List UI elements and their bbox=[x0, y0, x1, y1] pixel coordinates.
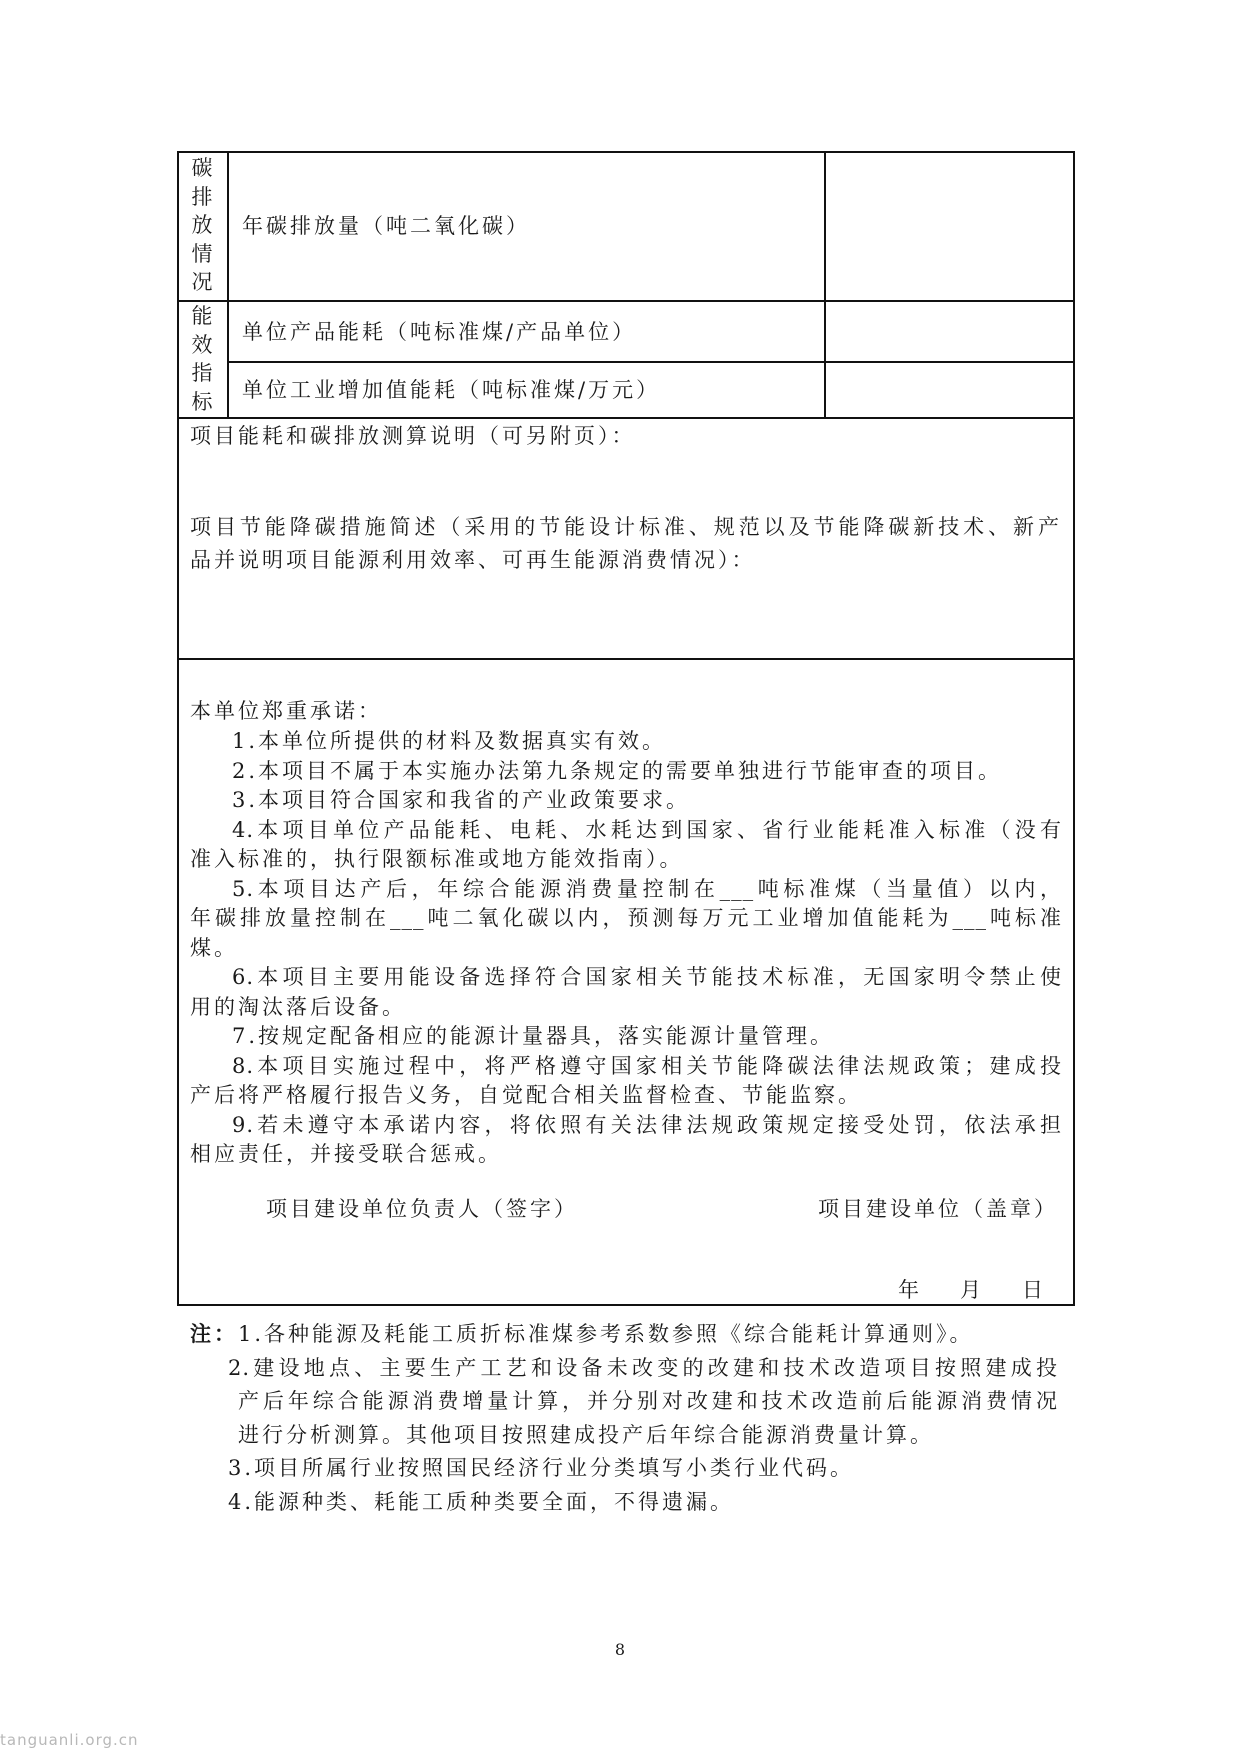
carbon-emission-label: 年碳排放量（吨二氧化碳） bbox=[242, 214, 530, 238]
notes-label: 注： bbox=[190, 1321, 238, 1346]
note-line: 3.项目所属行业按照国民经济行业分类填写小类行业代码。 bbox=[228, 1456, 855, 1480]
efficiency-group-label: 能效指标 bbox=[191, 304, 213, 414]
commitment-line: 3.本项目符合国家和我省的产业政策要求。 bbox=[232, 788, 691, 812]
table-border-bottom bbox=[177, 1304, 1075, 1306]
table-border-right bbox=[1073, 151, 1075, 1306]
page-number: 8 bbox=[614, 1640, 626, 1659]
commitment-line: 相应责任，并接受联合惩戒。 bbox=[190, 1142, 502, 1166]
commitment-line: 用的淘汰落后设备。 bbox=[190, 994, 406, 1019]
commitment-line: 煤。 bbox=[190, 935, 238, 960]
commitment-line: 5.本项目达产后，年综合能源消费量控制在___吨标准煤（当量值）以内， bbox=[232, 876, 1062, 901]
note-line: 产后年综合能源消费增量计算，并分别对改建和技术改造前后能源消费情况 bbox=[238, 1389, 1058, 1413]
row-divider bbox=[177, 658, 1075, 660]
row-divider bbox=[227, 361, 1075, 363]
unit-value-added-energy-label: 单位工业增加值能耗（吨标准煤/万元） bbox=[242, 378, 661, 402]
commitment-heading: 本单位郑重承诺： bbox=[190, 699, 382, 723]
commitment-line: 8.本项目实施过程中，将严格遵守国家相关节能降碳法律法规政策；建成投 bbox=[232, 1053, 1062, 1078]
date-month: 月 bbox=[960, 1278, 984, 1302]
unit-product-energy-label: 单位产品能耗（吨标准煤/产品单位） bbox=[242, 320, 637, 344]
commitment-line: 6.本项目主要用能设备选择符合国家相关节能技术标准，无国家明令禁止使 bbox=[232, 965, 1062, 989]
measures-line: 项目节能降碳措施简述（采用的节能设计标准、规范以及节能降碳新技术、新产 bbox=[190, 515, 1060, 539]
column-divider bbox=[824, 151, 826, 419]
note-line: 4.能源种类、耗能工质种类要全面，不得遗漏。 bbox=[228, 1489, 735, 1514]
commitment-line: 2.本项目不属于本实施办法第九条规定的需要单独进行节能审查的项目。 bbox=[232, 758, 1003, 783]
table-border-top bbox=[177, 151, 1075, 153]
row-divider bbox=[177, 417, 1075, 419]
commitment-line: 9.若未遵守本承诺内容，将依照有关法律法规政策规定接受处罚，依法承担 bbox=[232, 1112, 1062, 1137]
commitment-line: 4.本项目单位产品能耗、电耗、水耗达到国家、省行业能耗准入标准（没有 bbox=[232, 817, 1062, 842]
measures-line: 品并说明项目能源利用效率、可再生能源消费情况）： bbox=[190, 548, 756, 572]
sign-unit-label: 项目建设单位（盖章） bbox=[818, 1197, 1058, 1221]
note-line: 2.建设地点、主要生产工艺和设备未改变的改建和技术改造项目按照建成投 bbox=[228, 1355, 1058, 1380]
watermark: tanguanli.org.cn bbox=[0, 1731, 139, 1749]
column-divider bbox=[227, 151, 229, 419]
calc-note-label: 项目能耗和碳排放测算说明（可另附页）： bbox=[190, 424, 636, 448]
sign-person-label: 项目建设单位负责人（签字） bbox=[266, 1197, 578, 1221]
commitment-line: 年碳排放量控制在___吨二氧化碳以内，预测每万元工业增加值能耗为___吨标准 bbox=[190, 906, 1062, 930]
note-line: 1.各种能源及耗能工质折标准煤参考系数参照《综合能耗计算通则》。 bbox=[238, 1322, 974, 1346]
date-day: 日 bbox=[1022, 1278, 1046, 1302]
commitment-line: 1.本单位所提供的材料及数据真实有效。 bbox=[232, 729, 667, 753]
commitment-line: 准入标准的，执行限额标准或地方能效指南）。 bbox=[190, 847, 684, 871]
date-year: 年 bbox=[898, 1278, 922, 1302]
note-line: 进行分析测算。其他项目按照建成投产后年综合能源消费量计算。 bbox=[238, 1422, 934, 1447]
carbon-group-label: 碳排放情况 bbox=[191, 156, 213, 294]
commitment-line: 7.按规定配备相应的能源计量器具，落实能源计量管理。 bbox=[232, 1024, 835, 1048]
commitment-line: 产后将严格履行报告义务，自觉配合相关监督检查、节能监察。 bbox=[190, 1083, 862, 1107]
row-divider bbox=[177, 300, 1075, 302]
